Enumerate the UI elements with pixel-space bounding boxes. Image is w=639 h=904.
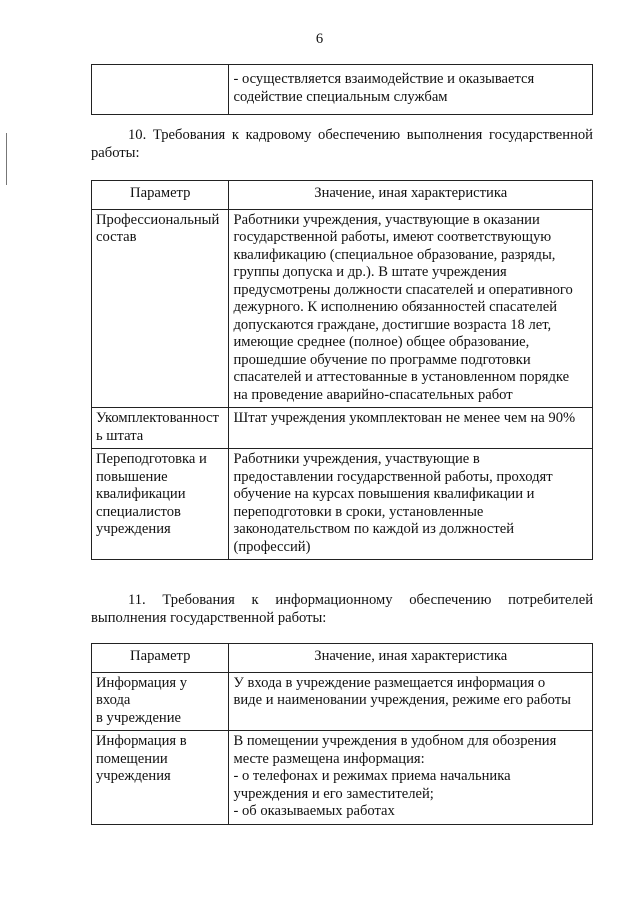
text-line: - о телефонах и режимах приема начальника <box>233 768 511 784</box>
continuation-value-cell <box>229 65 593 115</box>
param-cell <box>92 672 229 731</box>
text-line: месте размещена информация: <box>233 750 425 767</box>
text-line: специалистов <box>96 503 181 520</box>
text-line: повышение <box>96 468 168 485</box>
text-line: ь штата <box>96 427 144 444</box>
table-row <box>92 731 593 825</box>
text-line: в учреждение <box>96 709 182 726</box>
text-line: законодательством по каждой из должностей <box>233 521 515 537</box>
margin-scan-line <box>6 133 7 185</box>
text-line: Информация у входа <box>96 674 188 708</box>
table-row <box>92 408 593 449</box>
section-11-line: выполнения государственной работы: <box>91 610 327 626</box>
text-line: группы допуска и др.). В штате учреждения <box>233 264 507 280</box>
text-line: В помещении учреждения в удобном для обозрения <box>233 733 557 749</box>
continuation-param-cell <box>92 65 229 115</box>
text-line: предоставлении государственной работы, проходят <box>233 468 553 485</box>
text-line: Штат учреждения укомплектован не менее чем на 90% <box>233 410 576 426</box>
header-value: Значение, иная характеристика <box>229 181 593 210</box>
text-line: учреждения и его заместителей; <box>233 785 434 802</box>
text-line: помещении <box>96 750 168 767</box>
text-line: У входа в учреждение размещается информация о <box>233 674 546 691</box>
text-line: - об оказываемых работах <box>233 803 395 819</box>
staffing-table <box>91 180 593 560</box>
table-header-row <box>92 644 593 673</box>
text-line: на проведение аварийно-спасательных работ <box>233 386 513 403</box>
text-line: дежурного. К исполнению обязанностей спасателей <box>233 299 558 315</box>
section-10-line: работы: <box>91 145 140 161</box>
text-line: предусмотрены должности спасателей и оперативного <box>233 281 573 298</box>
table-row <box>92 449 593 560</box>
text-line: учреждения <box>96 768 171 784</box>
value-cell <box>229 731 593 825</box>
text-line: имеющие среднее (полное) общее образование, <box>233 334 530 350</box>
value-cell <box>229 408 593 449</box>
text-line: (профессий) <box>233 538 311 555</box>
text-line: виде и наименовании учреждения, режиме его работы <box>233 692 571 708</box>
text-line: государственной работы, имеют соответствующую <box>233 229 552 245</box>
param-cell <box>92 731 229 825</box>
section-10-line: 10. Требования к кадровому обеспечению выполнения государственной <box>128 127 593 143</box>
text-line: Работники учреждения, участвующие в оказании <box>233 211 540 228</box>
information-table <box>91 643 593 825</box>
text-line: Работники учреждения, участвующие в <box>233 451 480 467</box>
text-line: обучение на курсах повышения квалификации и <box>233 486 535 502</box>
text-line: квалификации <box>96 486 186 502</box>
continuation-line: - осуществляется взаимодействие и оказывается <box>233 71 535 87</box>
table-row <box>92 672 593 731</box>
param-cell <box>92 449 229 560</box>
text-line: Укомплектованност <box>96 410 219 426</box>
text-line: Профессиональный <box>96 211 220 228</box>
value-cell <box>229 449 593 560</box>
text-line: допускаются граждане, достигшие возраста 18 лет, <box>233 316 552 333</box>
param-cell <box>92 209 229 408</box>
text-line: Информация в <box>96 733 187 749</box>
table-header-row <box>92 181 593 210</box>
text-line: квалификацию (специальное образование, разряды, <box>233 246 556 263</box>
param-cell <box>92 408 229 449</box>
text-line: Переподготовка и <box>96 451 207 467</box>
text-line: переподготовки в сроки, установленные <box>233 503 484 520</box>
text-line: учреждения <box>96 521 171 537</box>
continuation-table <box>91 64 593 115</box>
section-11-heading <box>91 591 593 627</box>
text-line: спасателей и аттестованные в установленном порядке <box>233 369 570 385</box>
value-cell <box>229 209 593 408</box>
text-line: состав <box>96 229 137 245</box>
continuation-line: содействие специальным службам <box>233 88 448 105</box>
page-number: 6 <box>315 31 324 47</box>
section-10-heading <box>91 126 593 162</box>
table-row <box>92 209 593 408</box>
header-value: Значение, иная характеристика <box>229 644 593 673</box>
section-11-line: 11. Требования к информационному обеспечению потребителей <box>128 592 593 608</box>
text-line: прошедшие обучение по программе подготовки <box>233 351 531 368</box>
value-cell <box>229 672 593 731</box>
header-param: Параметр <box>92 181 229 210</box>
header-param: Параметр <box>92 644 229 673</box>
